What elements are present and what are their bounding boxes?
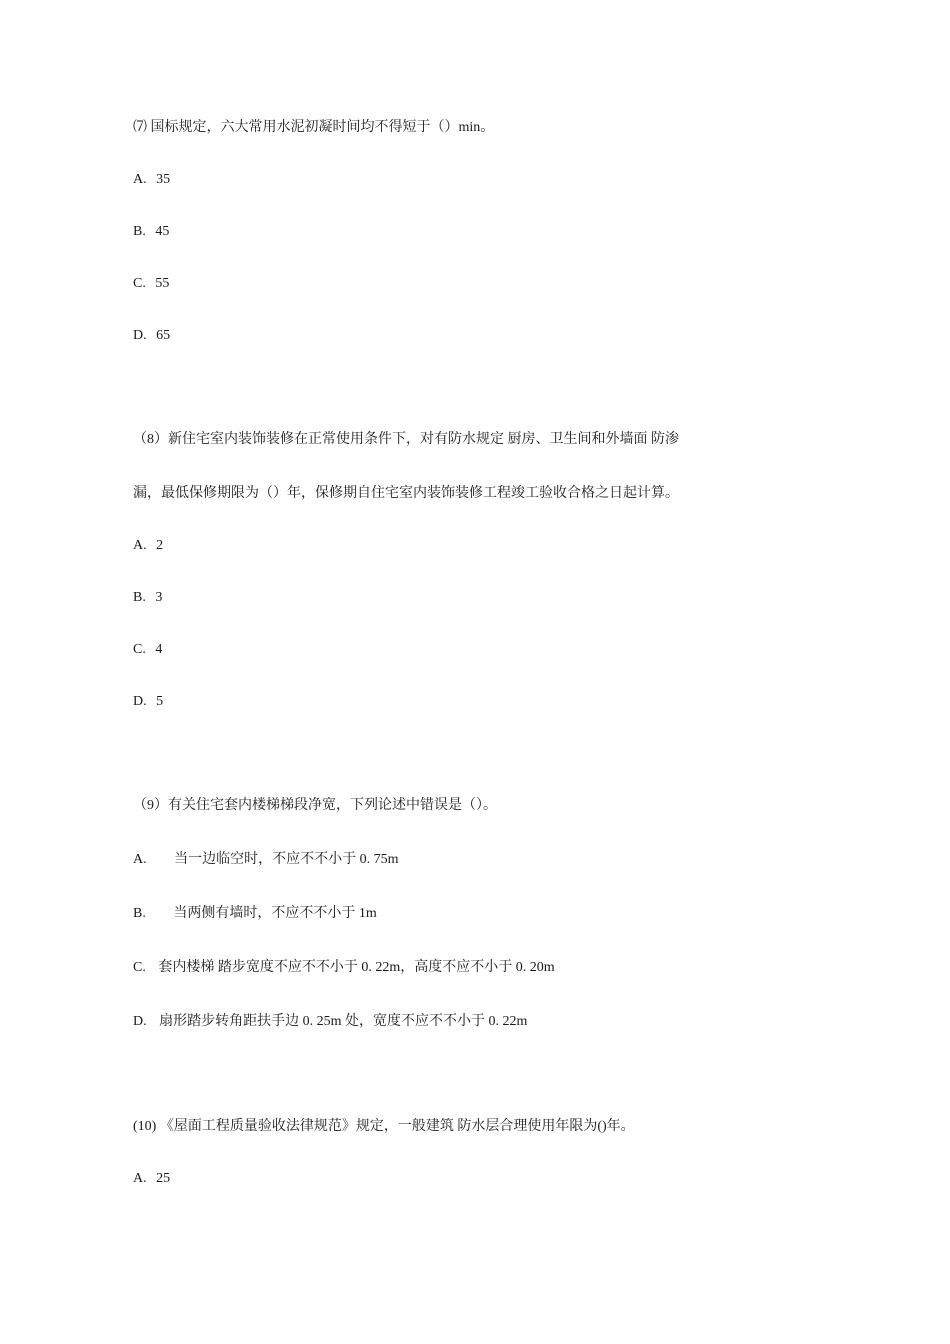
question-9-option-a <box>133 851 399 869</box>
question-8-option-a <box>133 537 163 555</box>
option-text: 35 <box>156 172 171 187</box>
option-letter: A. <box>133 1171 147 1186</box>
option-letter: C. <box>133 960 146 975</box>
question-8-option-c <box>133 641 162 659</box>
option-text: 45 <box>155 224 170 239</box>
option-letter: B. <box>133 590 146 605</box>
question-8-option-b <box>133 589 162 607</box>
option-letter: A. <box>133 538 147 553</box>
question-7-option-d <box>133 327 170 345</box>
option-text: 3 <box>155 590 163 605</box>
question-7-stem: ⑺ 国标规定，六大常用水泥初凝时间均不得短于（）min。 <box>133 120 495 135</box>
question-8-option-d <box>133 693 163 711</box>
question-10-option-a <box>133 1170 170 1188</box>
option-letter: D. <box>133 1014 147 1029</box>
option-text: 5 <box>156 694 164 709</box>
option-text: 2 <box>156 538 164 553</box>
option-text: 套内楼梯 踏步宽度不应不不小于 0. 22m，高度不应不小于 0. 20m <box>158 960 555 975</box>
option-text: 25 <box>156 1171 171 1186</box>
option-letter: A. <box>133 852 147 867</box>
option-text: 当一边临空时，不应不不小于 0. 75m <box>174 852 399 867</box>
option-text: 65 <box>156 328 171 343</box>
question-9-option-d <box>133 1013 527 1031</box>
option-letter: C. <box>133 276 146 291</box>
question-10-stem: (10) 《屋面工程质量验收法律规范》规定，一般建筑 防水层合理使用年限为()年。 <box>133 1119 635 1134</box>
question-7-option-b <box>133 223 169 241</box>
option-text: 扇形踏步转角距扶手边 0. 25m 处，宽度不应不不小于 0. 22m <box>159 1014 528 1029</box>
option-letter: A. <box>133 172 147 187</box>
option-text: 4 <box>155 642 163 657</box>
question-9-option-c <box>133 959 555 977</box>
option-letter: D. <box>133 694 147 709</box>
option-text: 当两侧有墙时，不应不不小于 1m <box>173 906 377 921</box>
question-8-stem-line-2: 漏，最低保修期限为（）年，保修期自住宅室内装饰装修工程竣工验收合格之日起计算。 <box>133 486 679 501</box>
question-9-stem: （9）有关住宅套内楼梯梯段净宽，下列论述中错误是（）。 <box>133 798 497 813</box>
question-9-option-b <box>133 905 377 923</box>
option-text: 55 <box>155 276 170 291</box>
option-letter: B. <box>133 906 146 921</box>
option-letter: B. <box>133 224 146 239</box>
question-7-option-c <box>133 275 169 293</box>
option-letter: D. <box>133 328 147 343</box>
question-7-option-a <box>133 171 170 189</box>
option-letter: C. <box>133 642 146 657</box>
question-8-stem-line-1: （8）新住宅室内装饰装修在正常使用条件下，对有防水规定 厨房、卫生间和外墙面 防渗 <box>133 432 679 447</box>
